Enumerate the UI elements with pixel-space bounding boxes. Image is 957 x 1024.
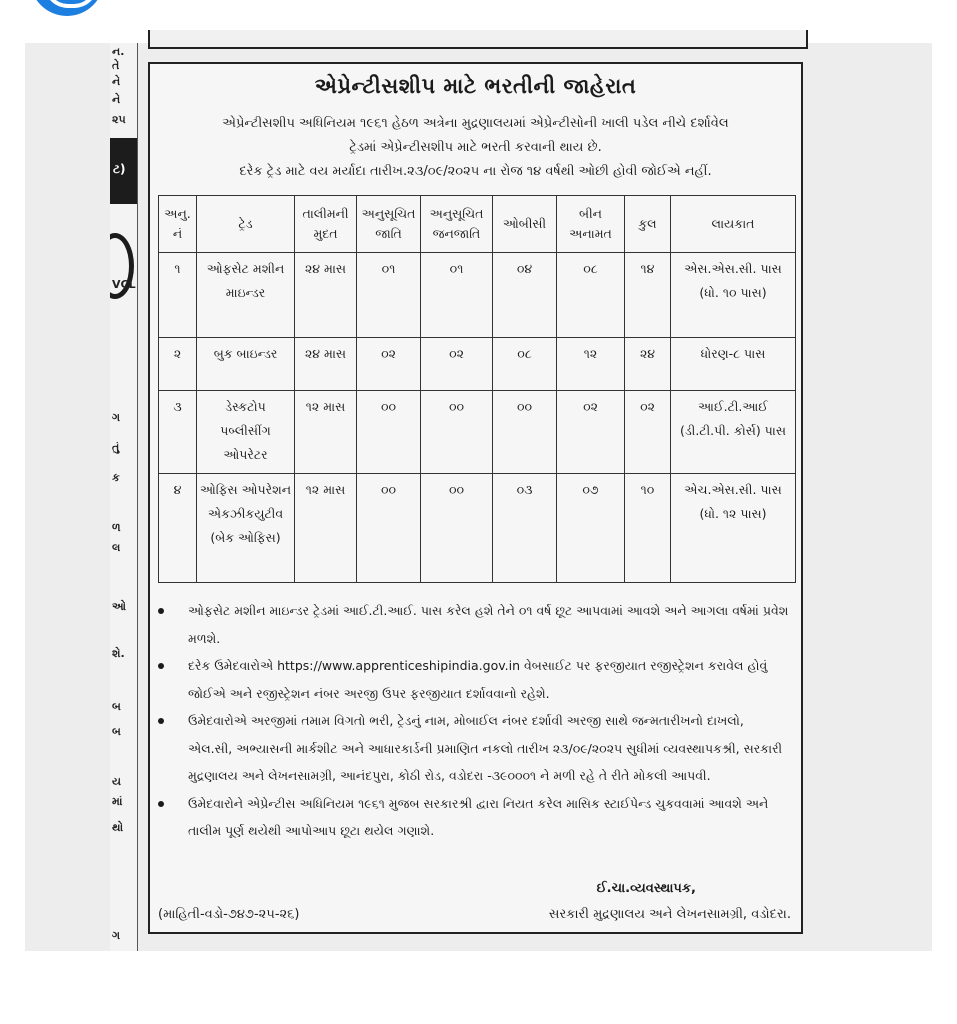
side-fragment: બ — [112, 725, 121, 738]
cell-qualification: એસ.એસ.સી. પાસ (ધો. ૧૦ પાસ) — [671, 253, 796, 338]
header-qualification: લાયકાત — [671, 196, 796, 253]
header-sc: અનુસૂચિત જાતિ — [357, 196, 421, 253]
header-trade: ટ્રેડ — [197, 196, 295, 253]
cell-general: ૧૨ — [557, 338, 625, 391]
dark-block — [110, 138, 138, 204]
cell-trade: ડેસ્કટોપ પબ્લીસીંગ ઓપરેટર — [197, 391, 295, 474]
cell-duration: ૧૨ માસ — [295, 474, 357, 583]
cell-serial: ૩ — [159, 391, 197, 474]
cell-st: ૦૨ — [421, 338, 493, 391]
header-total: કુલ — [625, 196, 671, 253]
cell-general: ૦૭ — [557, 474, 625, 583]
table-row — [159, 253, 796, 338]
condition-text: ઓફસેટ મશીન માઇન્ડર ટ્રેડમાં આઈ.ટી.આઈ. પાસ કરેલ હશે તેને ૦૧ વર્ષ છૂટ આપવામાં આવશે અને આગલા વર્ષમાં પ્રવેશ મળશે. — [188, 603, 789, 646]
side-fragment: તું — [112, 441, 120, 454]
bullet-icon — [158, 718, 164, 724]
table-row — [159, 338, 796, 391]
cell-obc: ૦૦ — [493, 391, 557, 474]
header-duration: તાલીમની મુદત — [295, 196, 357, 253]
cell-obc: ૦૩ — [493, 474, 557, 583]
cell-st: ૦૧ — [421, 253, 493, 338]
cell-serial: ૨ — [159, 338, 197, 391]
side-fragment: બ — [112, 700, 121, 713]
side-fragment: VCL — [112, 278, 136, 291]
column-rule — [137, 43, 138, 951]
list-item — [154, 597, 791, 652]
cell-obc: ૦૪ — [493, 253, 557, 338]
issuing-office: સરકારી મુદ્રણાલય અને લેખનસામગ્રી, વડોદરા. — [548, 907, 791, 922]
app-logo-icon — [30, 0, 104, 16]
cell-st: ૦૦ — [421, 391, 493, 474]
vacancy-table — [158, 195, 796, 583]
side-fragment: ક — [112, 471, 120, 484]
age-limit-line: દરેક ટ્રેડ માટે વય મર્યાદા તારીખ.૨૩/૦૯/૨૦૨૫ ના રોજ ૧૪ વર્ષથી ઓછી હોવી જોઈએ નહીં. — [239, 164, 712, 179]
cell-trade: ઓફસેટ મશીન માઇન્ડર — [197, 253, 295, 338]
cell-qualification: આઈ.ટી.આઈ (ડી.ટી.પી. કોર્સ) પાસ — [671, 391, 796, 474]
intro-line: ટ્રેડમાં એપ્રેન્ટીસશીપ માટે ભરતી કરવાની થાય છે. — [349, 140, 602, 155]
list-item — [154, 790, 791, 845]
notice-intro — [160, 112, 791, 184]
side-fragment: ન. — [112, 45, 125, 58]
cell-trade: બુક બાઇન્ડર — [197, 338, 295, 391]
cell-serial: ૧ — [159, 253, 197, 338]
cell-obc: ૦૮ — [493, 338, 557, 391]
header-serial: અનુ. નં — [159, 196, 197, 253]
previous-notice-box — [148, 30, 808, 49]
side-fragment: ગ — [112, 929, 121, 942]
side-fragment: ળ — [112, 521, 121, 534]
side-fragment: થો — [112, 821, 124, 834]
list-item — [154, 652, 791, 707]
intro-line: એપ્રેન્ટીસશીપ અધિનિયમ ૧૯૬૧ હેઠળ અત્રેના મુદ્રણાલયમાં એપ્રેન્ટીસોની ખાલી પડેલ નીચે દર્શાવેલ — [222, 116, 729, 131]
condition-text: ઉમેદવારોએ અરજીમાં તમામ વિગતો ભરી, ટ્રેડનું નામ, મોબાઈલ નંબર દર્શાવી અરજી સાથે જન્મતારીખનો દાખલો, એલ.સી, અભ્યાસની માર્કશીટ અને આધારકાર્ડની પ્રમાણિત નકલો તારીખ ૨૩/૦૯/૨૦૨૫ સુધીમાં વ્યવસ્થાપકશ્રી, સરકારી મુદ્રણાલય અને લેખનસામગ્રી, આનંદપુરા, કોઠી રોડ, વડોદરા -૩૯૦૦૦૧ ને મળી રહે તે રીતે મોકલી આપવી. — [188, 713, 783, 783]
reference-number: (માહિતી-વડો-૭૪૭-૨૫-૨૬) — [158, 907, 300, 922]
side-fragment: શે. — [112, 647, 125, 660]
cell-serial: ૪ — [159, 474, 197, 583]
conditions-list — [154, 597, 791, 845]
recruitment-notice — [148, 62, 803, 934]
condition-text: ઉમેદવારોને એપ્રેન્ટીસ અધિનિયમ ૧૯૬૧ મુજબ સરકારશ્રી દ્વારા નિયત કરેલ માસિક સ્ટાઈપેન્ડ ચુકવવામાં આવશે અને તાલીમ પૂર્ણ થયેથી આપોઆપ છૂટા થયેલ ગણાશે. — [188, 795, 769, 838]
cell-total: ૨૪ — [625, 338, 671, 391]
cell-total: ૦૨ — [625, 391, 671, 474]
condition-text: દરેક ઉમેદવારોએ https://www.apprenticeshipindia.gov.in વેબસાઈટ પર ફરજીયાત રજીસ્ટ્રેશન કરાવેલ હોવું જોઈએ અને રજીસ્ટ્રેશન નંબર અરજી ઉપર ફરજીયાત દર્શાવવાનો રહેશે. — [188, 658, 768, 701]
cell-qualification: ધોરણ-૮ પાસ — [671, 338, 796, 391]
side-fragment: માં — [112, 795, 123, 808]
notice-title: એપ્રેન્ટીસશીપ માટે ભરતીની જાહેરાત — [314, 74, 637, 98]
cell-duration: ૨૪ માસ — [295, 253, 357, 338]
cell-sc: ૦૦ — [357, 474, 421, 583]
cell-duration: ૨૪ માસ — [295, 338, 357, 391]
cell-trade: ઓફિસ ઓપરેશન એકઝીકયુટીવ (બેક ઓફિસ) — [197, 474, 295, 583]
cell-duration: ૧૨ માસ — [295, 391, 357, 474]
side-fragment: ગ — [112, 411, 121, 424]
side-fragment: ઓ — [112, 600, 126, 613]
cell-general: ૦૮ — [557, 253, 625, 338]
header-obc: ઓબીસી — [493, 196, 557, 253]
side-fragment: ને — [112, 93, 121, 106]
adjacent-column-fragment — [110, 43, 138, 951]
cell-sc: ૦૦ — [357, 391, 421, 474]
header-st: અનુસૂચિત જનજાતિ — [421, 196, 493, 253]
side-fragment: ય — [112, 775, 122, 788]
side-fragment: ને — [112, 75, 121, 88]
signatory-designation: ઈ.ચા.વ્યવસ્થાપક, — [596, 881, 696, 896]
side-fragment: ટ) — [113, 162, 126, 176]
cell-sc: ૦૧ — [357, 253, 421, 338]
cell-sc: ૦૨ — [357, 338, 421, 391]
cell-st: ૦૦ — [421, 474, 493, 583]
cell-total: ૧૪ — [625, 253, 671, 338]
cell-total: ૧૦ — [625, 474, 671, 583]
bullet-icon — [158, 608, 164, 614]
bullet-icon — [158, 663, 164, 669]
cell-general: ૦૨ — [557, 391, 625, 474]
table-header-row — [159, 196, 796, 253]
header-general: બીન અનામત — [557, 196, 625, 253]
bullet-icon — [158, 801, 164, 807]
side-fragment: ૨૫ — [112, 113, 126, 126]
cell-qualification: એચ.એસ.સી. પાસ (ધો. ૧૨ પાસ) — [671, 474, 796, 583]
list-item — [154, 707, 791, 790]
table-row — [159, 474, 796, 583]
table-row — [159, 391, 796, 474]
side-fragment: તે — [112, 59, 120, 72]
side-fragment: લ — [112, 541, 121, 554]
